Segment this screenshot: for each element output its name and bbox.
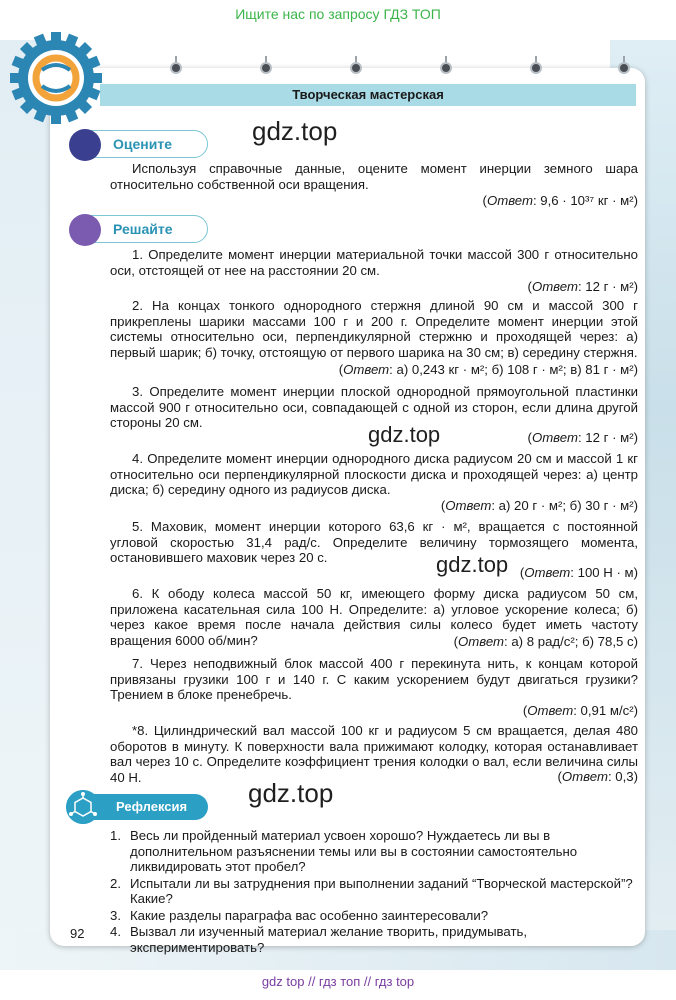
problem-4-answer: (Ответ: а) 20 г · м²; б) 30 г · м²) (440, 498, 638, 513)
solve-label: Решайте (113, 221, 173, 237)
binder-ring (260, 56, 272, 74)
solve-dot-icon (69, 214, 101, 246)
page-number: 92 (70, 926, 85, 941)
estimate-header (70, 130, 208, 158)
problem-6-answer: (Ответ: а) 8 рад/с²; б) 78,5 с) (453, 634, 638, 649)
problem-2-answer: (Ответ: а) 0,243 кг · м²; б) 108 г · м²; в) 81 г · м²) (338, 362, 638, 377)
problem-7-text: 7. Через неподвижный блок массой 400 г перекинута нить, к концам которой привязаны грузики 100 г и 140 г. С каким ускорением будут двигаться грузики? Трением в блоке пренебречь. (110, 656, 638, 702)
binder-ring (440, 56, 452, 74)
reflection-list (110, 828, 640, 956)
problem-3-text: 3. Определите момент инерции плоской однородной прямоугольной пластинки массой 900 г относительно оси, совпадающей с одной из сторон, если длина другой стороны 20 см. (110, 384, 638, 430)
problem-5-text: 5. Маховик, момент инерции которого 63,6 кг · м², вращается с постоянной угловой скоростью 31,4 рад/с. Определите величину тормозящего момента, остановившего маховик через 20 с. (110, 519, 638, 565)
watermark: gdz.top (436, 552, 509, 577)
problem-1-text: 1. Определите момент инерции материальной точки массой 300 г относительно оси, отстоящей от нее на расстоянии 20 см. (110, 247, 638, 278)
estimate-text: Используя справочные данные, оцените момент инерции земного шара относительно собственной оси вращения. (110, 161, 638, 192)
molecule-icon (66, 790, 100, 824)
gear-logo-icon (8, 30, 104, 126)
binder-ring (350, 56, 362, 74)
problem-1-answer: (Ответ: 12 г · м²) (527, 279, 638, 294)
watermark: gdz.top (248, 778, 334, 808)
reflection-header (68, 794, 208, 820)
binder-ring (170, 56, 182, 74)
solve-header (70, 215, 208, 243)
binder-ring (618, 56, 630, 74)
problem-4-text: 4. Определите момент инерции однородного диска радиусом 20 см и массой 1 кг относительно оси перпендикулярной плоскости диска и проходящей через: а) центр диска; б) середину одного из радиусов диска. (110, 451, 638, 497)
watermark: gdz.top (252, 116, 338, 146)
problem-8-answer: (Ответ: 0,3) (557, 769, 638, 784)
bottom-banner[interactable]: gdz top // гдз топ // гдз top (261, 974, 415, 989)
problem-8-text: *8. Цилиндрический вал массой 100 кг и радиусом 5 см вращается, делая 480 оборотов в минуту. К поверхности вала прижимают колодку, которая останавливает вал через 10 с. Определите коэффициент трения колодки о вал, если величина силы 40 Н. (110, 723, 638, 785)
estimate-answer: (Ответ: 9,6 · 10³⁷ кг · м²) (482, 193, 638, 208)
binder-ring (530, 56, 542, 74)
problem-7-answer: (Ответ: 0,91 м/с²) (522, 703, 638, 718)
list-item: 2. Испытали ли вы затруднения при выполнении заданий “Творческой мастерской”? Какие? (110, 875, 633, 906)
list-item: 1. Весь ли пройденный материал усвоен хорошо? Нуждаетесь ли вы в дополнительном разъяснении темы или вы в состоянии самостоятельно ликвидировать этот пробел? (110, 828, 578, 874)
estimate-label: Оцените (113, 136, 172, 152)
problem-3-answer: (Ответ: 12 г · м²) (527, 430, 638, 445)
list-item: 3. Какие разделы параграфа вас особенно заинтересовали? (110, 907, 489, 923)
section-title: Творческая мастерская (100, 84, 636, 106)
problem-2-text: 2. На концах тонкого однородного стержня длиной 90 см и массой 300 г прикреплены шарики массами 100 г и 200 г. Определите момент инерции этой системы относительно оси, перпендикулярной стержню и проходящей через: а) первый шарик; б) точку, отстоящую от первого шарика на 30 см; в) середину стержня. (110, 298, 638, 360)
problem-5-answer: (Ответ: 100 Н · м) (519, 565, 638, 580)
problem-6-text: 6. К ободу колеса массой 50 кг, имеющего форму диска радиусом 50 см, приложена касательная сила 100 Н. Определите: а) угловое ускорение колеса; б) через какое время после начала действия силы колесо будет иметь частоту вращения 6000 об/мин? (110, 586, 638, 648)
watermark: gdz.top (368, 422, 441, 447)
reflection-label: Рефлексия (116, 799, 188, 814)
top-banner[interactable]: Ищите нас по запросу ГДЗ ТОП (235, 6, 441, 22)
estimate-dot-icon (69, 129, 101, 161)
list-item: 4. Вызвал ли изученный материал желание творить, придумывать, экспериментировать? (110, 924, 528, 955)
